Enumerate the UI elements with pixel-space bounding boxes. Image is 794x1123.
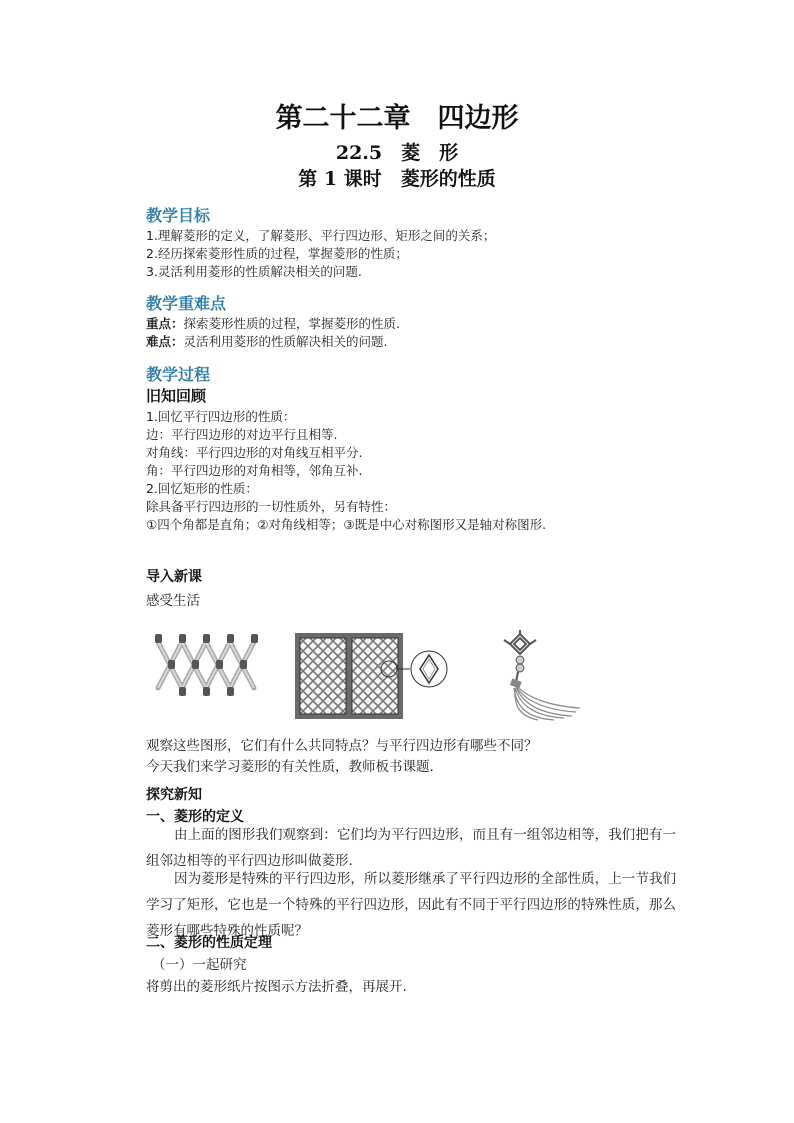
difficulty-line xyxy=(146,332,388,350)
key-points-heading: 教学重难点 xyxy=(146,294,227,313)
review-line-6: 除具备平行四边形的一切性质外，另有特性： xyxy=(146,499,397,514)
intro-sub: 感受生活 xyxy=(146,593,200,609)
difficulty-text: 灵活利用菱形的性质解决相关的问题. xyxy=(183,334,388,349)
review-line-3: 对角线：平行四边形的对角线互相平分. xyxy=(146,445,363,460)
review-line-4: 角：平行四边形的对角相等，邻角互补. xyxy=(146,463,363,478)
intro-question: 观察这些图形，它们有什么共同特点？与平行四边形有哪些不同？ xyxy=(146,738,538,754)
explore-heading: 探究新知 xyxy=(146,787,202,803)
definition-paragraph: 由上面的图形我们观察到：它们均为平行四边形，而且有一组邻边相等，我们把有一组邻边相等的平行四边形叫做菱形. xyxy=(146,827,676,869)
review-heading: 旧知回顾 xyxy=(146,387,207,405)
lesson-title: 第 1 课时 菱形的性质 xyxy=(298,168,496,190)
review-line-1: 1.回忆平行四边形的性质： xyxy=(146,409,296,424)
difficulty-label: 难点： xyxy=(146,334,184,349)
review-line-7: ①四个角都是直角；②对角线相等；③既是中心对称图形又是轴对称图形. xyxy=(146,517,547,532)
chinese-knot-figure xyxy=(494,630,584,722)
review-line-2: 边：平行四边形的对边平行且相等. xyxy=(146,427,338,442)
key-label: 重点： xyxy=(146,316,184,331)
goal-item-1: 1.理解菱形的定义，了解菱形、平行四边形、矩形之间的关系； xyxy=(146,228,496,243)
process-heading: 教学过程 xyxy=(146,365,211,384)
key-text: 探索菱形性质的过程，掌握菱形的性质. xyxy=(183,316,400,331)
review-line-5: 2.回忆矩形的性质： xyxy=(146,481,258,496)
chapter-title: 第二十二章 四边形 xyxy=(275,103,519,134)
goals-heading: 教学目标 xyxy=(146,206,211,225)
theorem-sub: （一）一起研究 xyxy=(152,957,247,973)
intro-note: 今天我们来学习菱形的有关性质，教师板书课题. xyxy=(146,759,434,775)
definition-paragraph-2: 因为菱形是特殊的平行四边形，所以菱形继承了平行四边形的全部性质，上一节我们学习了矩形，它也是一个特殊的平行四边形，因此有不同于平行四边形的特殊性质，那么菱形有哪些特殊的性质呢？ xyxy=(146,871,676,939)
section-title: 22.5 菱 形 xyxy=(335,142,459,164)
lattice-door-figure xyxy=(293,631,453,722)
goal-item-2: 2.经历探索菱形性质的过程，掌握菱形的性质； xyxy=(146,246,408,261)
intro-heading: 导入新课 xyxy=(146,569,202,585)
definition-heading: 一、菱形的定义 xyxy=(146,809,244,825)
key-point-line xyxy=(146,314,400,332)
theorem-text: 将剪出的菱形纸片按图示方法折叠，再展开. xyxy=(146,979,407,995)
lattice-rack-figure xyxy=(150,622,276,708)
goal-item-3: 3.灵活利用菱形的性质解决相关的问题. xyxy=(146,264,362,279)
theorem-heading: 二、菱形的性质定理 xyxy=(146,935,272,951)
